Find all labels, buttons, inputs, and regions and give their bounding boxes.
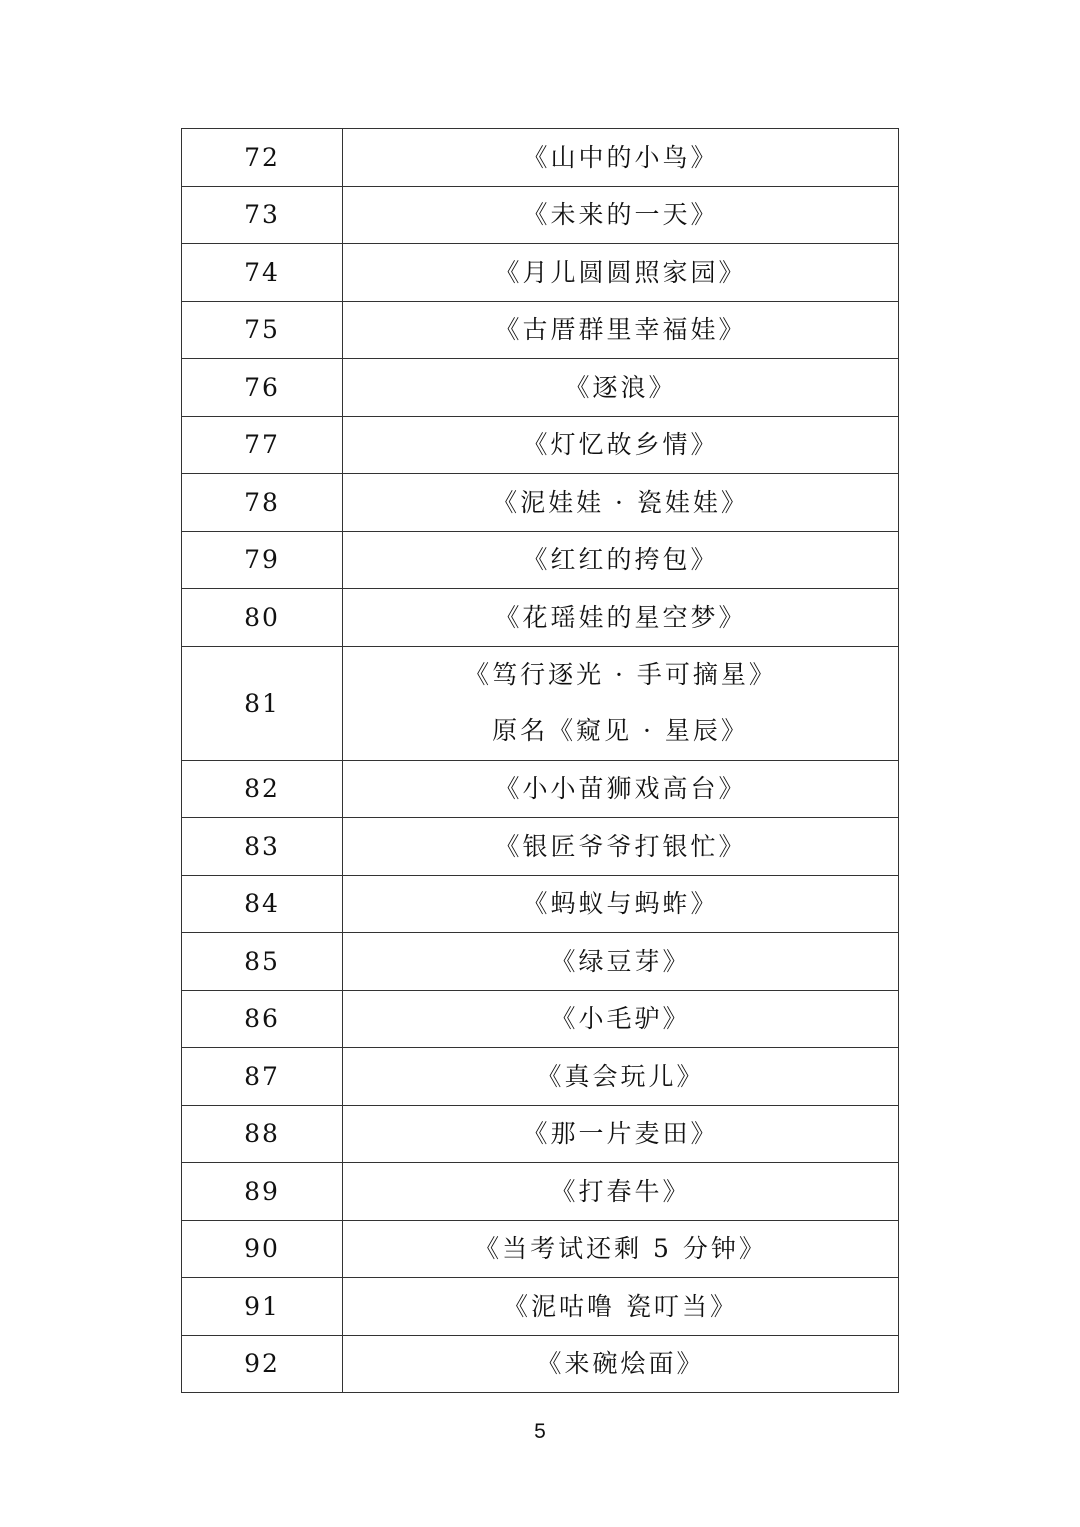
- row-title: 《蚂蚁与蚂蚱》: [343, 875, 899, 933]
- row-title: 《花瑶娃的星空梦》: [343, 589, 899, 647]
- row-title: 《真会玩儿》: [343, 1048, 899, 1106]
- row-title: 《笃行逐光 · 手可摘星》: [464, 660, 777, 689]
- table-row: [182, 760, 899, 818]
- row-number: 83: [182, 818, 343, 876]
- row-number: 77: [182, 416, 343, 474]
- table-row: [182, 1163, 899, 1221]
- table-row: [182, 186, 899, 244]
- entries-table: [181, 128, 899, 1393]
- page-number: 5: [534, 1420, 546, 1443]
- row-number: 84: [182, 875, 343, 933]
- table-row: [182, 1220, 899, 1278]
- row-number: 86: [182, 990, 343, 1048]
- table-row: [182, 244, 899, 302]
- row-title: 《小小苗狮戏高台》: [343, 760, 899, 818]
- row-number: 78: [182, 474, 343, 532]
- row-number: 90: [182, 1220, 343, 1278]
- table-row: [182, 1105, 899, 1163]
- table-row: [182, 646, 899, 760]
- row-number: 88: [182, 1105, 343, 1163]
- table-row: [182, 818, 899, 876]
- entries-table-body: [182, 129, 899, 1393]
- row-number: 87: [182, 1048, 343, 1106]
- row-title: 《银匠爷爷打银忙》: [343, 818, 899, 876]
- row-number: 85: [182, 933, 343, 991]
- row-number: 91: [182, 1278, 343, 1336]
- table-row: [182, 531, 899, 589]
- row-title: 《泥娃娃 · 瓷娃娃》: [343, 474, 899, 532]
- row-title: 《灯忆故乡情》: [343, 416, 899, 474]
- table-row: [182, 359, 899, 417]
- table-row: [182, 875, 899, 933]
- row-title: 《那一片麦田》: [343, 1105, 899, 1163]
- row-number: 81: [182, 646, 343, 760]
- table-row: [182, 1335, 899, 1393]
- row-title: 《绿豆芽》: [343, 933, 899, 991]
- table-row: [182, 589, 899, 647]
- table-row: [182, 301, 899, 359]
- row-title: 《当考试还剩 5 分钟》: [343, 1220, 899, 1278]
- row-number: 89: [182, 1163, 343, 1221]
- row-title-cell: [343, 646, 899, 760]
- row-subtitle: 原名《窥见 · 星辰》: [492, 716, 749, 745]
- row-number: 72: [182, 129, 343, 187]
- row-number: 79: [182, 531, 343, 589]
- table-row: [182, 416, 899, 474]
- row-number: 82: [182, 760, 343, 818]
- row-number: 74: [182, 244, 343, 302]
- row-title: 《小毛驴》: [343, 990, 899, 1048]
- row-number: 73: [182, 186, 343, 244]
- row-title: 《未来的一天》: [343, 186, 899, 244]
- row-title: 《泥咕噜 瓷叮当》: [343, 1278, 899, 1336]
- row-title: 《来碗烩面》: [343, 1335, 899, 1393]
- row-number: 76: [182, 359, 343, 417]
- row-number: 80: [182, 589, 343, 647]
- row-number: 75: [182, 301, 343, 359]
- row-title: 《打春牛》: [343, 1163, 899, 1221]
- table-row: [182, 474, 899, 532]
- row-title: 《古厝群里幸福娃》: [343, 301, 899, 359]
- table-row: [182, 129, 899, 187]
- table-row: [182, 933, 899, 991]
- row-title: 《山中的小鸟》: [343, 129, 899, 187]
- table-row: [182, 1278, 899, 1336]
- table-row: [182, 1048, 899, 1106]
- row-number: 92: [182, 1335, 343, 1393]
- table-row: [182, 990, 899, 1048]
- row-title: 《红红的挎包》: [343, 531, 899, 589]
- row-title: 《逐浪》: [343, 359, 899, 417]
- row-title: 《月儿圆圆照家园》: [343, 244, 899, 302]
